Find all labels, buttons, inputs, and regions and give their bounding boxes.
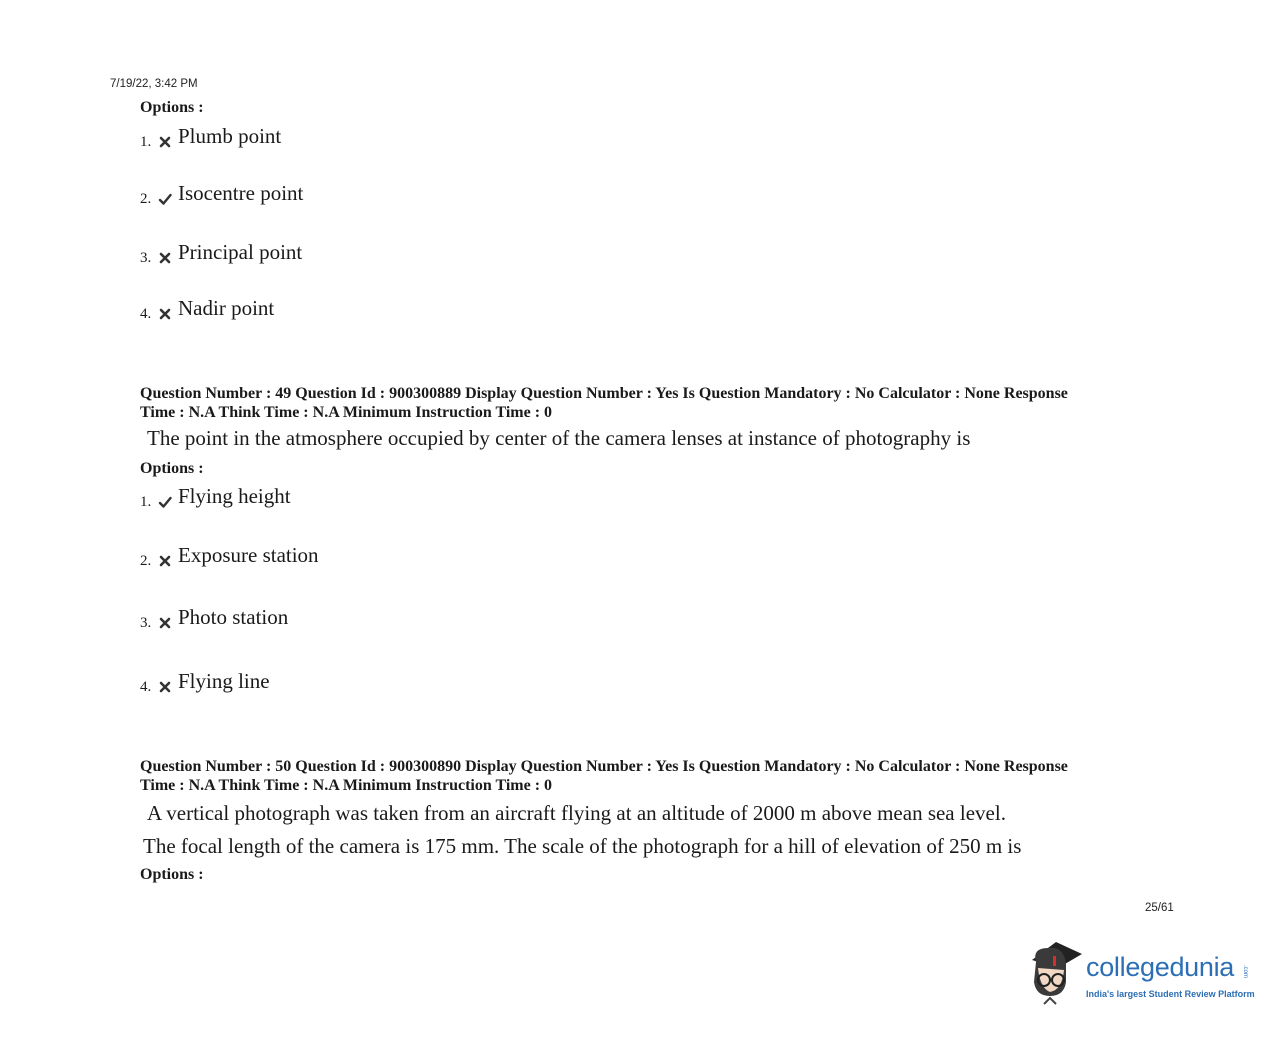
question-meta-line: Time : N.A Think Time : N.A Minimum Instruction Time : 0 [140, 777, 553, 794]
logo-dotcom: .com [1242, 965, 1248, 979]
option-text: Photo station [178, 605, 289, 629]
cross-icon [158, 554, 172, 568]
option-number: 2. [140, 191, 152, 207]
option-number: 3. [140, 615, 152, 631]
option-item [140, 669, 270, 696]
option-item [140, 605, 288, 632]
option-text: Isocentre point [178, 181, 304, 205]
option-number: 4. [140, 679, 152, 695]
option-item [140, 296, 274, 323]
question-meta [140, 757, 1150, 795]
question-meta-line: Time : N.A Think Time : N.A Minimum Instruction Time : 0 [140, 404, 553, 421]
option-text: Plumb point [178, 124, 282, 148]
option-number: 4. [140, 306, 152, 322]
logo-wordmark: collegedunia [1086, 952, 1235, 982]
cross-icon [158, 616, 172, 630]
option-number: 3. [140, 250, 152, 266]
page-number: 25/61 [1145, 902, 1174, 914]
options-label: Options : [140, 866, 204, 883]
option-item [140, 543, 319, 570]
option-item [140, 240, 302, 267]
cross-icon [158, 135, 172, 149]
question-meta-line: Question Number : 49 Question Id : 900300889 Display Question Number : Yes Is Question Mandatory : No Calculator : None Response [140, 385, 1068, 402]
cross-icon [158, 251, 172, 265]
option-text: Flying line [178, 669, 270, 693]
option-number: 1. [140, 134, 152, 150]
print-timestamp: 7/19/22, 3:42 PM [110, 78, 198, 90]
check-icon [158, 495, 172, 509]
question-meta-line: Question Number : 50 Question Id : 900300890 Display Question Number : Yes Is Question Mandatory : No Calculator : None Response [140, 758, 1068, 775]
option-text: Nadir point [178, 296, 275, 320]
option-item [140, 484, 291, 511]
mascot-icon [1026, 938, 1084, 1008]
cross-icon [158, 680, 172, 694]
collegedunia-logo [1026, 938, 1256, 1008]
option-text: Exposure station [178, 543, 319, 567]
option-text: Principal point [178, 240, 303, 264]
question-meta [140, 384, 1150, 422]
question-text: The point in the atmosphere occupied by center of the camera lenses at instance of photography is [147, 426, 971, 450]
options-label: Options : [140, 99, 204, 116]
question-text-line: A vertical photograph was taken from an aircraft flying at an altitude of 2000 m above mean sea level. [147, 801, 1006, 825]
logo-tagline: India's largest Student Review Platform [1086, 989, 1255, 999]
check-icon [158, 192, 172, 206]
option-text: Flying height [178, 484, 291, 508]
cross-icon [158, 307, 172, 321]
option-item [140, 124, 281, 151]
options-label: Options : [140, 460, 204, 477]
question-text-line: The focal length of the camera is 175 mm. The scale of the photograph for a hill of elevation of 250 m is [143, 834, 1022, 858]
option-number: 2. [140, 553, 152, 569]
option-item [140, 181, 303, 208]
option-number: 1. [140, 494, 152, 510]
